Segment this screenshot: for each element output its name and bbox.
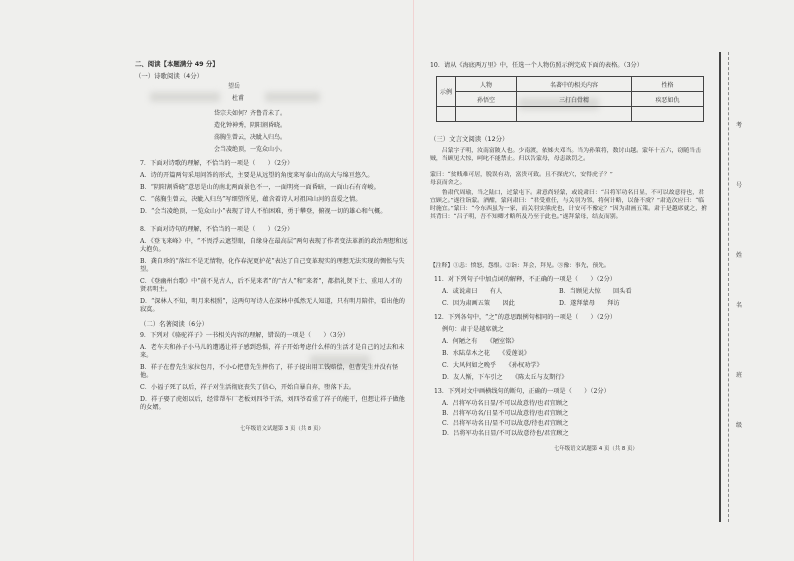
q9-option-d: D．祥子娶了虎妞以后，经常帮车厂老板刘四爷干活，刘四爷看重了祥子的能干，但想让祥子做他的女婿。 xyxy=(140,396,405,411)
section-heading: 二、阅读【本题满分 49 分】 xyxy=(135,60,219,68)
q9-option-b: B．祥子在曹先生家拉包月，不小心把曹先生摔伤了，祥子提出用工钱赔偿，但曹先生并没有怪他。 xyxy=(140,364,399,379)
question-8: 8．下面对诗句的理解，不恰当的一项是（ ）（2分） xyxy=(140,226,294,233)
passage-paragraph: 母哀而舍之。 xyxy=(430,180,466,186)
margin-label: 号 xyxy=(736,182,743,189)
seal-dashed-line xyxy=(728,52,729,522)
table-header: 名著中的相关内容 xyxy=(517,77,632,92)
q13-option-c: C．吕将军功名日/显不可以故意/待也君宜顾之 xyxy=(442,420,569,427)
question-9: 9．下列对《骆驼祥子》一书相关内容的理解，错误的一项是（ ）（3分） xyxy=(140,332,349,339)
margin-label: 级 xyxy=(736,422,743,429)
table-cell: 三打白骨精 xyxy=(517,92,632,107)
table-cell: 疾恶如仇 xyxy=(632,92,704,107)
q11-option-c: C．因为肃画五策 因此 xyxy=(442,300,515,307)
table-header: 性格 xyxy=(632,77,704,92)
answer-cell[interactable] xyxy=(632,107,704,122)
q12-option-c: C．大风何如之晚乎 《孙权劝学》 xyxy=(442,362,543,369)
answer-cell[interactable] xyxy=(517,107,632,122)
page-footer-4: 七年级语文试题第 4 页（共 8 页） xyxy=(554,446,638,452)
poem-author: 杜甫 xyxy=(232,95,245,102)
character-table xyxy=(436,76,704,122)
exam-page-4 xyxy=(414,0,714,561)
q11-option-a: A．或说肃曰 有人 xyxy=(442,288,503,295)
q11-option-b: B．当顾见大惊 回头看 xyxy=(559,288,632,295)
q11-option-d: D．遂拜蒙母 拜访 xyxy=(559,300,620,307)
q8-option-c: C．《登幽州台歌》中“前不见古人，后不见来者”的“古人”和“来者”，都指礼贤下士、重用人才的贤君明主。 xyxy=(140,278,402,293)
question-13: 13．下列对文中画横线句的断句，正确的一项是（ ）（2分） xyxy=(434,388,610,395)
question-7: 7．下面对诗歌的理解，不恰当的一项是（ ）（2分） xyxy=(140,160,294,167)
poem-line: 造化钟神秀，阴阳割昏晓。 xyxy=(214,122,287,129)
question-10: 10．请从《海底两万里》中，任选一个人物仿照示例完成下面的表格。（3分） xyxy=(430,62,643,69)
q13-option-b: B．吕将军功名/日显不可以故意待/也君宜顾之 xyxy=(442,410,569,417)
poem-line: 会当凌绝顶，一览众山小。 xyxy=(214,146,287,153)
part-heading-classical: （三）文言文阅读（12分） xyxy=(430,135,509,143)
q8-option-a: A．《登飞来峰》中，“不畏浮云遮望眼，自缘身在最高层”两句表现了作者变法革新的政治理想和远大抱负。 xyxy=(140,238,408,253)
table-header: 人物 xyxy=(456,77,517,92)
q12-example: 例句：肃于是越席就之 xyxy=(442,326,504,333)
q7-option-b: B．“阴阳割昏晓”意思是山的南北两面景色不一，一面明亮一面昏暗，一面山石有奇峻。 xyxy=(140,184,380,191)
q8-option-b: B．龚自珍的“落红不是无情物，化作春泥更护花”表达了自己变革现实的理想无法实现的惆怅与失望。 xyxy=(140,258,405,273)
margin-label: 姓 xyxy=(736,252,743,259)
poem-line: 荡胸生曾云，决眦入归鸟。 xyxy=(214,134,287,141)
question-11: 11．对下列句子中加点词的解释，不正确的一项是（ ）（2分） xyxy=(434,276,616,283)
q7-option-a: A．诗的开篇两句采用问答的形式，主要是从远望的角度来写泰山的高大与绵亘悠久。 xyxy=(140,172,374,179)
q7-option-d: D．“会当凌绝顶，一览众山小”表现了诗人不怕困难，勇于攀登，俯视一切的雄心和气概。 xyxy=(140,208,387,215)
passage-paragraph: 吕蒙字子明，汝南富陂人也。少南渡，依姊夫邓当。当为孙策将，数讨山越。蒙年十五六，窃随当击贼，当顾见大惊，呵叱不能禁止。归以告蒙母，母恚欲罚之。 xyxy=(430,148,701,162)
margin-label: 考 xyxy=(736,122,743,129)
q13-option-d: D．吕将军功名日显/不可以故意待也/君宜顾之 xyxy=(442,430,569,437)
question-12: 12．下列各句中，“之”的意思跟例句相同的一项是（ ）（2分） xyxy=(434,314,617,321)
poem-line: 岱宗夫如何？齐鲁青未了。 xyxy=(214,110,287,117)
q12-option-d: D．友人惭，下车引之 《陈太丘与友期行》 xyxy=(442,374,568,381)
margin-label: 名 xyxy=(736,302,743,309)
part-heading-classics: （二）名著阅读（6分） xyxy=(140,320,208,328)
part-heading-poetry: （一）诗歌阅读（4分） xyxy=(135,72,203,80)
margin-label: 班 xyxy=(736,372,743,379)
q12-option-b: B．水陆草木之花 《爱莲说》 xyxy=(442,350,531,357)
annotation-note: 【注释】①恚：愤怒，怨恨。②诣：拜会，拜见。③豫：事先，预先。 xyxy=(430,263,610,269)
table-cell: 孙悟空 xyxy=(456,92,517,107)
q13-option-a: A．吕将军功名日显/不可以故意待/也君宜顾之 xyxy=(442,400,569,407)
q7-option-c: C．“荡胸生曾云，决眦入归鸟”写细望所见，蕴含着诗人对祖国山河的喜爱之情。 xyxy=(140,196,362,203)
passage-paragraph: 蒙曰：“贫贱难可居，脱误有功，富贵可致。且不探虎穴，安得虎子？” xyxy=(430,172,613,178)
example-label-cell: 示例 xyxy=(437,77,456,107)
binding-line xyxy=(719,52,721,522)
answer-cell[interactable] xyxy=(456,107,517,122)
q9-option-a: A．老车夫和孙子小马儿的遭遇让祥子感到恐惧，祥子开始考虑什么样的生活才是自己的过去和未来。 xyxy=(140,344,405,359)
page-footer-3: 七年级语文试题第 3 页（共 8 页） xyxy=(240,426,324,432)
poem-title: 望岳 xyxy=(228,83,241,90)
q8-option-d: D．“深林人不知，明月来相照”，这两句写诗人在深林中孤然无人知道，只有明月陪伴，看出他的寂寞。 xyxy=(140,298,405,313)
q12-option-a: A．何陋之有 《陋室铭》 xyxy=(442,338,518,345)
passage-paragraph: 鲁肃代周瑜，当之陆口，过蒙屯下。肃意尚轻蒙，或说肃曰：“吕将军功名日显，不可以故意待也，君宜顾之。”遂往诣蒙。酒酣，蒙问肃曰：“君受重任，与关羽为邻，将何计略，以备不虞？”肃造次应曰：“临时施宜。”蒙曰：“今东西虽为一家，而关羽实熊虎也，计安可不豫定？”因为肃画五策。肃于是越席就之，拊其背曰：“吕子明，吾不知卿才略所及乃至于此也。”遂拜蒙母，结友而别。 xyxy=(430,190,708,220)
q9-option-c: C．小福子死了以后，祥子对生活彻底丧失了信心，开始自暴自弃，堕落下去。 xyxy=(140,384,356,391)
